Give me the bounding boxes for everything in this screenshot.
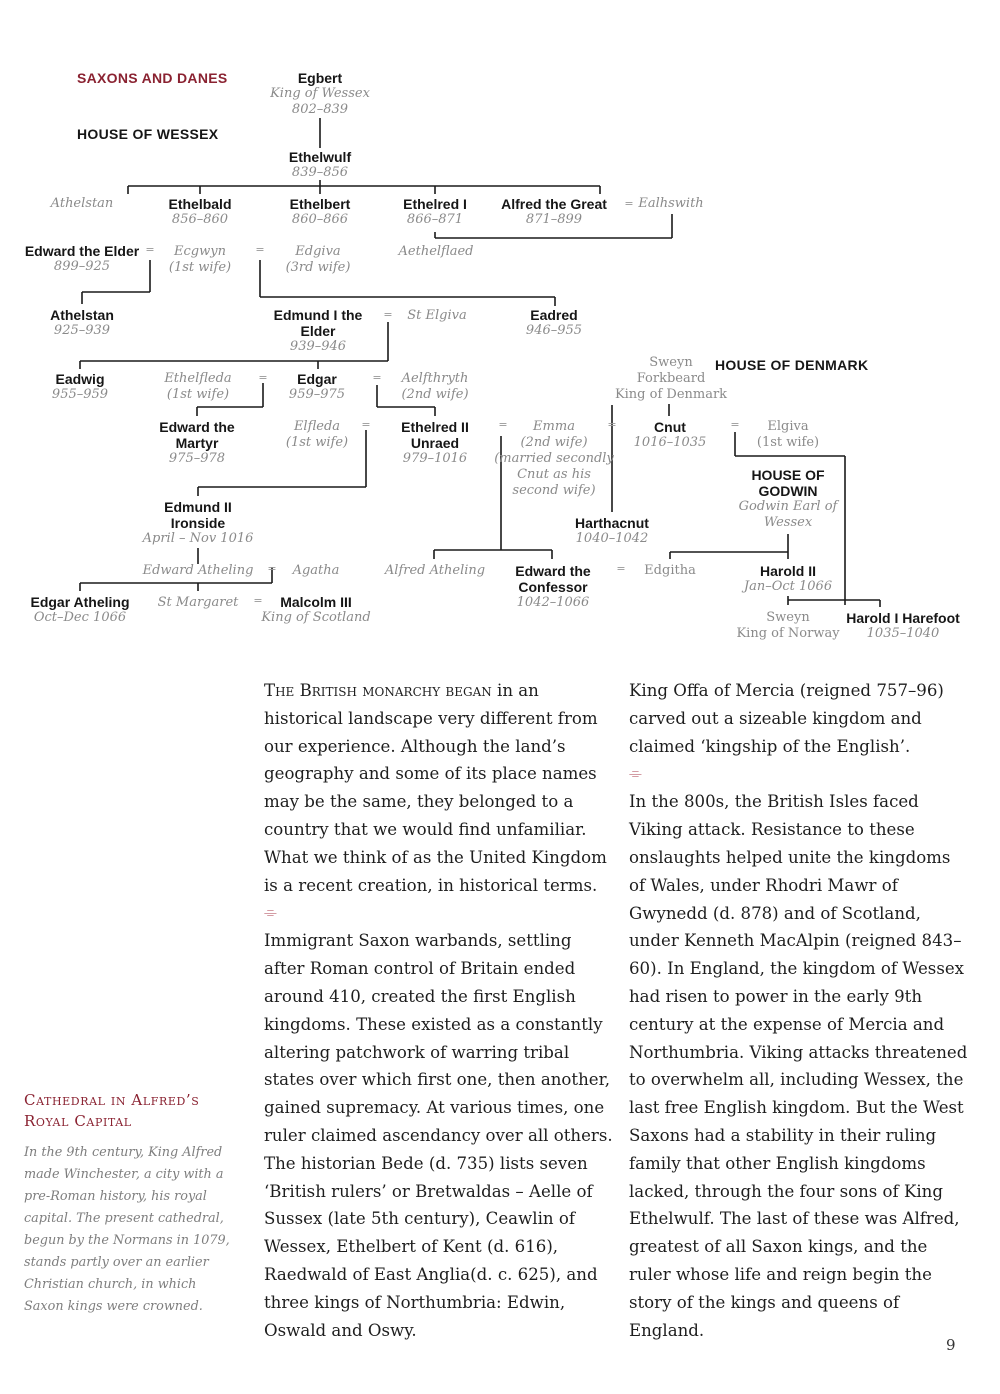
person-ethelwulf: [289, 149, 351, 181]
marriage-sign: =: [616, 562, 626, 575]
flourish-ornament-icon: ⌯: [264, 902, 277, 922]
person-dates: 856–860: [171, 212, 229, 227]
person-name: Edward the Confessor: [515, 563, 591, 595]
marriage-sign: =: [361, 418, 371, 431]
marriage-sign: =: [607, 418, 617, 431]
article-paragraph-text: in an historical landscape very different from our experience. Although the land’s geography and some of its place names may be the same, they belonged to a country that we would find unfamiliar. What we think of as the United Kingdom is a recent creation, in historical terms.: [264, 681, 607, 895]
person-aelfthryth: Aelfthryth (2nd wife): [401, 371, 469, 402]
person-title: King of Wessex: [270, 86, 370, 101]
person-athelstan-son: Athelstan: [50, 196, 114, 211]
marriage-sign: =: [372, 371, 382, 384]
caption-text: In the 9th century, King Alfred made Winchester, a city with a pre-Roman history, his royal capital. The present cathedral, begun by the Normans in 1079, stands partly over an earlier Christian church, in which Saxon kings were crowned.: [24, 1145, 230, 1314]
person-ethelbert: [290, 196, 351, 228]
person-ecgwyn: Ecgwyn (1st wife): [168, 244, 232, 275]
person-malcolm-iii: [261, 594, 370, 626]
article-paragraph: [264, 677, 614, 899]
person-name: Edward the Martyr: [159, 419, 235, 451]
person-ethelbald: [168, 196, 231, 228]
person-godwin: Godwin Earl of Wessex: [738, 499, 838, 530]
person-edward-atheling: Edward Atheling: [142, 563, 254, 578]
person-ethelred-ii: [401, 419, 469, 467]
person-name: Athelstan: [50, 307, 114, 323]
person-dates: 979–1016: [402, 451, 468, 466]
person-edward-the-confessor: [515, 563, 590, 611]
person-egbert: [270, 70, 370, 118]
marriage-sign: =: [253, 594, 263, 607]
person-cnut: [634, 419, 707, 451]
person-name: Eadred: [530, 307, 578, 323]
article-paragraph: Immigrant Saxon warbands, settling after Roman control of Britain ended around 410, created the first English kingdoms. These existed as a constantly altering patchwork of warring tribal states over which first one, then another, gained supremacy. At various times, one ruler claimed ascendancy over all others. The historian Bede (d. 735) lists seven ‘British rulers’ or Bretwaldas – Aelle of Sussex (late 5th century), Ceawlin of Wessex, Ethelbert of Kent (d. 616), Raedwald of East Anglia(d. c. 625), and three kings of Northumbria: Edwin, Oswald and Oswy.: [264, 931, 613, 1340]
person-dates: 1042–1066: [516, 595, 590, 610]
marriage-sign: =: [730, 418, 740, 431]
person-name: Edward the Elder: [24, 243, 140, 259]
person-name: Ethelwulf: [288, 149, 352, 165]
person-dates: 946–955: [525, 323, 583, 338]
person-name: Harthacnut: [575, 515, 649, 531]
page-number: 9: [946, 1336, 956, 1354]
person-dates: 899–925: [53, 259, 111, 274]
person-name: Harold I Harefoot: [846, 610, 960, 626]
person-ethelfleda: Ethelfleda (1st wife): [164, 371, 232, 402]
person-name: Edmund II Ironside: [164, 499, 232, 531]
person-edgar-atheling: [30, 594, 129, 626]
person-ethelred-i: [403, 196, 467, 228]
family-tree-lines: [0, 0, 1000, 660]
person-ealhswith: Ealhswith: [638, 196, 704, 211]
person-edgitha: Edgitha: [644, 563, 696, 578]
section-title-house-of-wessex: HOUSE OF WESSEX: [77, 126, 219, 142]
person-dates: April – Nov 1016: [142, 531, 254, 546]
marriage-sign: =: [383, 308, 393, 321]
section-title-house-of-denmark: HOUSE OF DENMARK: [715, 357, 869, 373]
person-name: Edmund I the Elder: [273, 307, 363, 339]
person-dates: 839–856: [291, 165, 349, 180]
person-name: Eadwig: [55, 371, 105, 387]
person-eadwig: [52, 371, 108, 403]
marriage-sign: =: [258, 371, 268, 384]
person-dates: 1016–1035: [633, 435, 707, 450]
person-dates: 802–839: [291, 102, 349, 117]
person-edmund-ii: [143, 499, 254, 547]
person-title: King of Scotland: [261, 610, 371, 625]
person-eadred: [526, 307, 582, 339]
person-dates: 955–959: [51, 387, 109, 402]
person-name: Ethelbert: [289, 196, 351, 212]
person-name: Edgar Atheling: [30, 594, 130, 610]
person-dates: 860–866: [291, 212, 349, 227]
article-paragraph: King Offa of Mercia (reigned 757–96) carved out a sizeable kingdom and claimed ‘kingship of the English’.: [629, 681, 944, 756]
person-dates: Jan–Oct 1066: [743, 579, 833, 594]
person-name: Alfred the Great: [501, 196, 607, 212]
person-sweyn-king-of-norway: Sweyn King of Norway: [736, 610, 840, 641]
person-edgar: [289, 371, 345, 403]
caption-heading: Cathedral in Alfred’s Royal Capital: [24, 1091, 200, 1130]
person-name: Egbert: [297, 70, 343, 86]
article-paragraph: In the 800s, the British Isles faced Viking attack. Resistance to these onslaughts helped unite the kingdoms of Wales, under Rhodri Mawr of Gwynedd (d. 878) and of Scotland, under Kenneth MacAlpin (reigned 843–60). In England, the kingdom of Wessex had risen to power in the early 9th century at the expense of Mercia and Northumbria. Viking attacks threatened to overwhelm all, including Wessex, the last free English kingdom. But the West Saxons had a stability in their ruling family that other English kingdoms lacked, through the four sons of King Ethelwulf. The last of these was Alfred, greatest of all Saxon kings, and the ruler whose life and reign begin the story of the kings and queens of England.: [629, 792, 968, 1340]
person-st-elgiva: St Elgiva: [407, 308, 467, 323]
person-dates: 939–946: [289, 339, 347, 354]
person-name: Malcolm III: [280, 594, 352, 610]
person-name: Ethelbald: [168, 196, 232, 212]
person-name: Ethelred II Unraed: [401, 419, 469, 451]
article-lead-in: The British monarchy began: [264, 681, 492, 700]
person-dates: 1040–1042: [575, 531, 649, 546]
person-name: Ethelred I: [403, 196, 467, 212]
marriage-sign: =: [624, 197, 634, 210]
person-harold-i-harefoot: [846, 610, 960, 642]
person-dates: 866–871: [406, 212, 464, 227]
person-agatha: Agatha: [292, 563, 340, 578]
article-column-right: [629, 677, 969, 1344]
person-alfred-atheling: Alfred Atheling: [384, 563, 486, 578]
family-tree: [0, 0, 1000, 660]
person-dates: 871–899: [525, 212, 583, 227]
person-dates: Oct–Dec 1066: [33, 610, 127, 625]
marriage-sign: =: [498, 418, 508, 431]
person-name: Edgar: [297, 371, 337, 387]
person-edgiva: Edgiva (3rd wife): [285, 244, 351, 275]
article-column-left: [264, 677, 614, 1344]
person-alfred-the-great: [501, 196, 607, 228]
person-emma: Emma (2nd wife) (married secondly Cnut as his second wife): [494, 419, 614, 498]
person-aethelflaed: Aethelflaed: [398, 244, 474, 259]
flourish-ornament-icon: ⌯: [629, 763, 642, 783]
person-st-margaret: St Margaret: [157, 595, 239, 610]
marriage-sign: =: [267, 562, 277, 575]
person-edmund-i: [274, 307, 363, 355]
person-edward-the-martyr: [159, 419, 234, 467]
person-harold-ii: [744, 563, 832, 595]
person-elgiva: Elgiva (1st wife): [756, 419, 820, 450]
section-title-saxons-danes: SAXONS AND DANES: [77, 70, 228, 86]
section-title-house-of-godwin: HOUSE OF GODWIN: [751, 467, 825, 499]
person-harthacnut: [575, 515, 649, 547]
person-dates: 925–939: [53, 323, 111, 338]
person-name: Cnut: [654, 419, 686, 435]
person-dates: 959–975: [288, 387, 346, 402]
person-elfleda: Elfleda (1st wife): [285, 419, 349, 450]
person-edward-the-elder: [25, 243, 139, 275]
person-dates: 1035–1040: [866, 626, 940, 641]
marriage-sign: =: [255, 243, 265, 256]
person-athelstan: [50, 307, 114, 339]
person-dates: 975–978: [168, 451, 226, 466]
marriage-sign: =: [145, 243, 155, 256]
person-sweyn-forkbeard: Sweyn Forkbeard King of Denmark: [614, 355, 728, 402]
person-name: Harold II: [759, 563, 816, 579]
